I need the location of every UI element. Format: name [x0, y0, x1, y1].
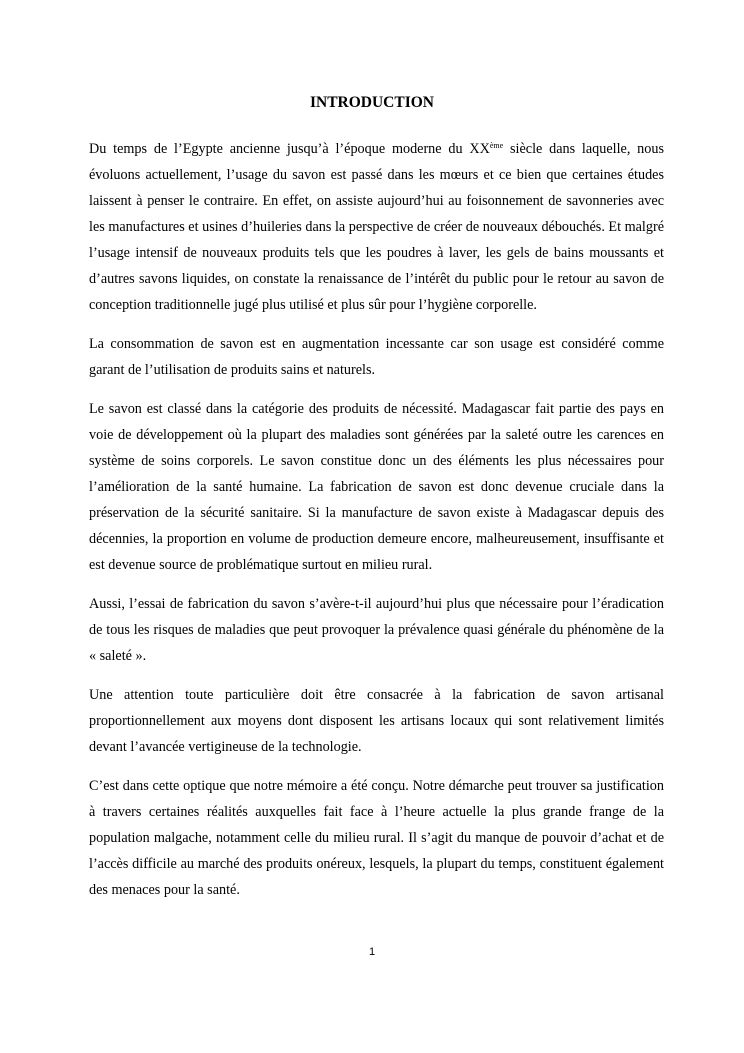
document-body: [89, 136, 664, 916]
paragraph-3: Le savon est classé dans la catégorie des produits de nécessité. Madagascar fait partie des pays en voie de développement où la plupart des maladies sont générées par la saleté outre les carences en système de soins corporels. Le savon constitue donc un des éléments les plus nécessaires pour l’amélioration de la santé humaine. La fabrication de savon est donc devenue cruciale dans la préservation de la sécurité sanitaire. Si la manufacture de savon existe à Madagascar depuis des décennies, la proportion en volume de production demeure encore, malheureusement, insuffisante et est devenue source de problématique surtout en milieu rural.: [89, 401, 664, 573]
paragraph-1-text-a: Du temps de l’Egypte ancienne jusqu’à l’époque moderne du XX: [89, 141, 490, 157]
paragraph-6: C’est dans cette optique que notre mémoire a été conçu. Notre démarche peut trouver sa justification à travers certaines réalités auxquelles fait face à l’heure actuelle la plus grande frange de la population malgache, notamment celle du milieu rural. Il s’agit du manque de pouvoir d’achat et de l’accès difficile au marché des produits onéreux, lesquels, la plupart du temps, constituent également des menaces pour la santé.: [89, 778, 664, 898]
page-title: INTRODUCTION: [309, 94, 434, 111]
century-superscript: ème: [489, 141, 504, 150]
paragraph-1: [89, 136, 664, 318]
paragraph-2: La consommation de savon est en augmentation incessante car son usage est considéré comme garant de l’utilisation de produits sains et naturels.: [89, 336, 664, 378]
paragraph-4: Aussi, l’essai de fabrication du savon s’avère-t-il aujourd’hui plus que nécessaire pour l’éradication de tous les risques de maladies que peut provoquer la prévalence quasi générale du phénomène de la « saleté ».: [89, 596, 664, 664]
paragraph-5: Une attention toute particulière doit être consacrée à la fabrication de savon artisanal proportionnellement aux moyens dont disposent les artisans locaux qui sont relativement limités devant l’avancée vertigineuse de la technologie.: [89, 687, 664, 755]
page-number: 1: [368, 946, 376, 958]
paragraph-1-text-b: siècle dans laquelle, nous évoluons actuellement, l’usage du savon est passé dans les mœurs et ce bien que certaines études laissent à penser le contraire. En effet, on assiste aujourd’hui au foisonnement de savonneries avec les manufactures et usines d’huileries dans la perspective de créer de nouveaux débouchés. Et malgré l’usage intensif de nouveaux produits tels que les poudres à laver, les gels de bains moussants et d’autres savons liquides, on constate la renaissance de l’intérêt du public pour le retour au savon de conception traditionnelle jugé plus utilisé et plus sûr pour l’hygiène corporelle.: [89, 141, 664, 313]
